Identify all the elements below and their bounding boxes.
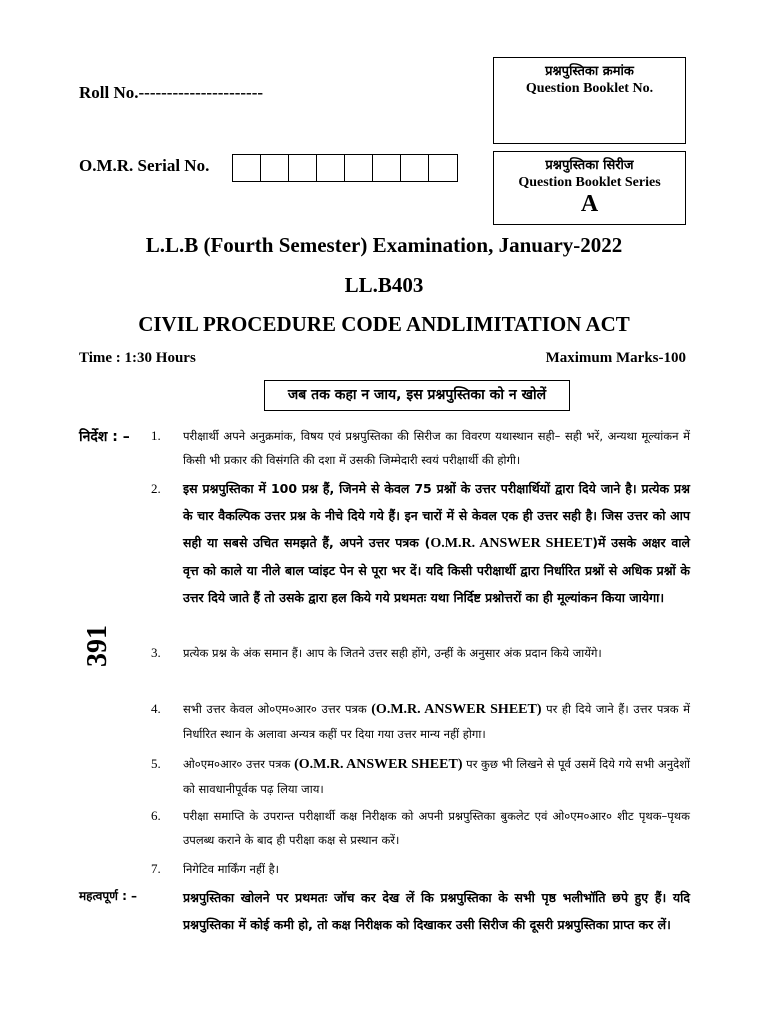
instruction-number: 3. xyxy=(151,645,161,660)
booklet-number-label-hindi: प्रश्नपुस्तिका क्रमांक xyxy=(545,64,634,79)
instruction-number: 7. xyxy=(151,861,161,876)
instruction-number: 6. xyxy=(151,808,161,823)
booklet-series-box xyxy=(493,151,686,225)
instruction-number: 5. xyxy=(151,756,161,771)
omr-serial-box xyxy=(401,155,429,181)
booklet-number-box xyxy=(493,57,686,144)
instruction-number: 4. xyxy=(151,701,161,716)
omr-serial-box xyxy=(373,155,401,181)
booklet-series-label: Question Booklet Series xyxy=(518,175,661,190)
instruction-text-part: इस प्रश्नपुस्तिका में 100 प्रश्न हैं, जिनमे से केवल 75 प्रश्नों के उत्तर परीक्षार्थियों द्वारा दिये जाने है। प्रत्येक प्रश्न के चार वैकल्पिक उत्तर प्रश्न के नीचे दिये गये हैं। इन चारों में से केवल एक ही उत्तर सही है। जिस उत्तर को आप सही या सबसे उचित समझते हैं, अपने उत्तर पत्रक ( xyxy=(183,481,690,550)
exam-time: Time : 1:30 Hours xyxy=(79,350,196,366)
booklet-series-label-hindi: प्रश्नपुस्तिका सिरीज xyxy=(545,158,634,173)
important-label: महत्वपूर्ण : – xyxy=(79,889,138,903)
booklet-series-value: A xyxy=(580,191,599,217)
instruction-text: परीक्षार्थी अपने अनुक्रमांक, विषय एवं प्रश्नपुस्तिका की सिरीज का विवरण यथास्थान सही– सही भरें, अन्यथा मूल्यांकन में किसी भी प्रकार की विसंगति की दशा में उसकी जिम्मेदारी स्वयं परीक्षार्थी की होगी। xyxy=(183,429,690,467)
exam-title: L.L.B (Fourth Semester) Examination, January-2022 xyxy=(145,233,623,257)
instruction-number: 2. xyxy=(151,481,161,496)
side-booklet-number: 391 xyxy=(82,625,113,667)
omr-serial-box xyxy=(233,155,261,181)
omr-serial-label: O.M.R. Serial No. xyxy=(79,156,210,175)
do-not-open-warning: जब तक कहा न जाय, इस प्रश्नपुस्तिका को न खोलें xyxy=(264,380,570,411)
instruction-text-part: पर कुछ भी लिखने से पूर्व उसमें दिये गये सभी अनुदेशों को सावधानीपूर्वक पढ़ लिया जाय। xyxy=(183,757,691,796)
omr-answer-sheet-term: (O.M.R. ANSWER SHEET) xyxy=(371,702,542,717)
exam-subject: CIVIL PROCEDURE CODE ANDLIMITATION ACT xyxy=(138,312,630,336)
omr-serial-boxes xyxy=(232,154,458,182)
instructions-label: निर्देश : – xyxy=(79,429,130,445)
omr-serial-box xyxy=(261,155,289,181)
instruction-text xyxy=(183,752,690,801)
instruction-text-part: ओ०एम०आर० उत्तर पत्रक xyxy=(183,757,295,771)
roll-number-field: Roll No.---------------------- xyxy=(79,83,264,102)
instruction-text-part: पर ही दिये जाने हैं। उत्तर पत्रक में निर्धारित स्थान के अलावा अन्यत्र कहीं पर दिया गया उत्तर मान्य नहीं होगा। xyxy=(183,702,690,741)
instruction-text-part: सभी उत्तर केवल ओ०एम०आर० उत्तर पत्रक xyxy=(183,702,372,716)
instruction-text: परीक्षा समाप्ति के उपरान्त परीक्षार्थी कक्ष निरीक्षक को अपनी प्रश्नपुस्तिका बुकलेट एवं ओ०एम०आर० शीट पृथक–पृथक उपलब्ध कराने के बाद ही परीक्षा कक्ष से प्रस्थान करें। xyxy=(183,809,690,847)
exam-max-marks: Maximum Marks-100 xyxy=(545,350,686,366)
omr-serial-box xyxy=(345,155,373,181)
omr-serial-box xyxy=(289,155,317,181)
instruction-text xyxy=(183,697,690,746)
omr-serial-box xyxy=(317,155,345,181)
instruction-number: 1. xyxy=(151,428,161,443)
booklet-number-label: Question Booklet No. xyxy=(525,81,654,96)
instruction-text-part: )में उसके अक्षर वाले वृत्त को काले या नीले बाल प्वांइट पेन से पूरा भर दें। यदि किसी परीक्षार्थी द्वारा निर्धारित प्रश्नों से अधिक प्रश्नों के उत्तर दिये जाते हैं तो उसके द्वारा हल किये गये प्रथमतः यथा निर्दिष्ट प्रश्नोत्तरों का ही मूल्यांकन किया जायेगा। xyxy=(183,535,690,605)
instruction-text: प्रत्येक प्रश्न के अंक समान हैं। आप के जितने उत्तर सही होंगे, उन्हीं के अनुसार अंक प्रदान किये जायेंगे। xyxy=(183,646,602,660)
important-note: प्रश्नपुस्तिका खोलने पर प्रथमतः जॉच कर देख लें कि प्रश्नपुस्तिका के सभी पृष्ठ भलीभॉति छपे हुए हैं। यदि प्रश्नपुस्तिका में कोई कमी हो, तो कक्ष निरीक्षक को दिखाकर उसी सिरीज की दूसरी प्रश्नपुस्तिका प्राप्त कर लें। xyxy=(183,890,690,932)
omr-serial-box xyxy=(429,155,457,181)
omr-answer-sheet-term: O.M.R. ANSWER SHEET xyxy=(430,536,593,551)
instruction-text xyxy=(183,475,690,611)
instruction-text: निगेटिव मार्किंग नहीं है। xyxy=(183,862,280,876)
exam-code: LL.B403 xyxy=(344,273,424,297)
omr-answer-sheet-term: (O.M.R. ANSWER SHEET) xyxy=(294,757,463,772)
